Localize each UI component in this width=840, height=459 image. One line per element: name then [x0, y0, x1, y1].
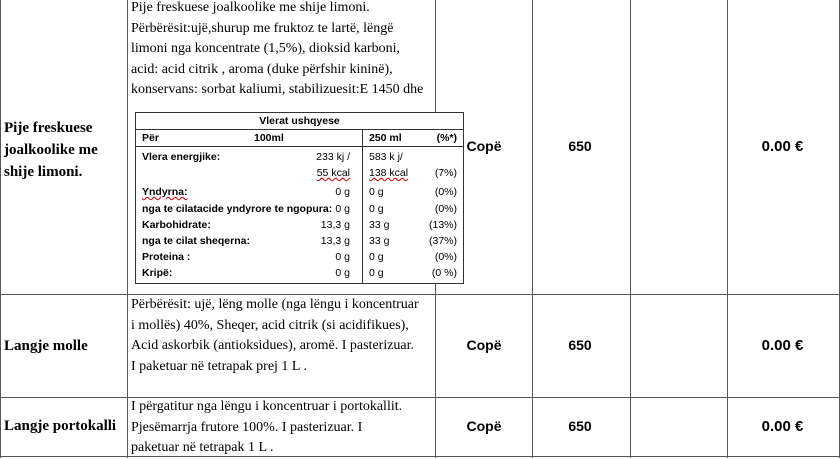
nutrient-label: Proteina :	[142, 251, 191, 263]
nutrient-per-250ml: 0 g	[369, 267, 384, 279]
description-line: konservans: sorbat kaliumi, stabilizuesit:E 1450 dhe	[131, 82, 424, 97]
product-name-line: Langje portokalli	[4, 418, 117, 434]
nutrient-percent: (13%)	[428, 219, 457, 231]
unit-cell: Copë	[466, 337, 502, 353]
table-row	[4, 117, 98, 183]
description-line: acid: acid citrik , aroma (duke përfshir kininë),	[131, 61, 393, 77]
nutrient-percent: (0%)	[434, 186, 457, 198]
nutrition-row	[136, 166, 463, 182]
nutrient-label: Yndyrna:	[142, 186, 188, 198]
nutrient-label: Vlera energjike:	[142, 151, 221, 163]
product-name-line: Langje molle	[4, 338, 88, 354]
column-divider	[630, 0, 631, 458]
nutrition-header-col1: 100ml	[254, 132, 284, 144]
table-row	[4, 415, 116, 437]
column-divider	[127, 0, 128, 458]
nutrition-row	[136, 185, 463, 201]
description-line: I paketuar në tetrapak prej 1 L .	[131, 358, 307, 374]
description-line: paketuar në tetrapak 1 L .	[131, 440, 274, 455]
nutrition-row	[136, 234, 463, 250]
nutrient-label: nga te cilatacide yndyrore te ngopura:	[142, 203, 333, 215]
nutrition-table	[135, 112, 464, 284]
product-description	[131, 397, 431, 459]
unit-cell: Copë	[466, 418, 502, 434]
product-description	[131, 0, 431, 104]
nutrient-per-100ml: 0 g	[335, 251, 350, 263]
unit-cell: Copë	[466, 138, 502, 154]
nutrient-label: Karbohidrate:	[142, 219, 211, 231]
nutrient-per-250ml: 0 g	[369, 203, 384, 215]
nutrient-per-250ml: 0 g	[369, 186, 384, 198]
table-border-left	[0, 0, 1, 458]
nutrient-per-250ml: 138 kcal	[369, 167, 409, 179]
nutrient-per-250ml: 583 k j/	[369, 151, 403, 163]
description-line: Përbërësit:ujë,shurup me fruktoz te lartë, lëngë	[131, 20, 394, 36]
nutrient-per-100ml: 0 g	[335, 186, 350, 198]
description-line: i mollës) 40%, Sheqer, acid citrik (si acidifikues),	[131, 317, 409, 333]
quantity-cell: 650	[568, 138, 592, 154]
nutrient-per-100ml: 13,3 g	[320, 235, 350, 247]
price-cell: 0.00 €	[761, 337, 804, 354]
product-name-line: Pije freskuese	[4, 120, 93, 136]
description-line: Acid askorbik (antioksidues), aromë. I pasterizuar.	[131, 338, 415, 353]
nutrition-row	[136, 202, 463, 218]
nutrient-per-100ml: 0 g	[335, 203, 350, 215]
price-cell: 0.00 €	[761, 138, 804, 155]
nutrition-row	[136, 150, 463, 166]
nutrient-label: Kripë:	[142, 267, 173, 279]
product-name-line: shije limoni.	[4, 164, 83, 180]
table-row	[4, 335, 88, 357]
nutrient-per-100ml: 55 kcal	[316, 167, 350, 179]
nutrient-label: nga te cilat sheqerna:	[142, 235, 250, 247]
description-line: Pije freskuese joalkoolike me shije limoni.	[131, 0, 370, 15]
nutrition-row	[136, 266, 463, 282]
nutrient-percent: (0%)	[434, 251, 457, 263]
nutrient-per-250ml: 0 g	[369, 251, 384, 263]
nutrient-per-100ml: 233 kj /	[316, 151, 350, 163]
nutrient-percent: (7%)	[434, 167, 457, 179]
price-cell: 0.00 €	[761, 418, 804, 435]
nutrition-header-label: Për	[142, 132, 159, 144]
nutrient-percent: (0 %)	[431, 267, 457, 279]
nutrient-per-100ml: 0 g	[335, 267, 350, 279]
column-divider	[532, 0, 533, 458]
nutrition-row	[136, 250, 463, 266]
nutrition-title: Vlerat ushqyese	[136, 113, 463, 130]
description-line: limoni nga koncentrate (1,5%), dioksid karboni,	[131, 41, 401, 56]
quantity-cell: 650	[568, 418, 592, 434]
nutrition-row	[136, 218, 463, 234]
description-line: Pjesëmarrja frutore 100%. I pasterizuar. I	[131, 419, 363, 435]
nutrient-per-250ml: 33 g	[369, 219, 390, 231]
nutrition-header	[136, 130, 463, 147]
column-divider	[727, 0, 728, 458]
product-description	[131, 295, 431, 377]
nutrient-percent: (0%)	[434, 203, 457, 215]
description-line: Përbërësit: ujë, lëng molle (nga lëngu i koncentruar	[131, 297, 419, 312]
product-name-line: joalkoolike me	[4, 142, 98, 158]
nutrient-per-100ml: 13,3 g	[320, 219, 350, 231]
nutrient-percent: (37%)	[428, 235, 457, 247]
nutrition-header-col2: 250 ml	[369, 132, 402, 144]
nutrient-per-250ml: 33 g	[369, 235, 390, 247]
description-line: I përgatitur nga lëngu i koncentruar i portokallit.	[131, 399, 403, 414]
quantity-cell: 650	[568, 337, 592, 353]
nutrition-header-col3: (%*)	[436, 132, 457, 144]
